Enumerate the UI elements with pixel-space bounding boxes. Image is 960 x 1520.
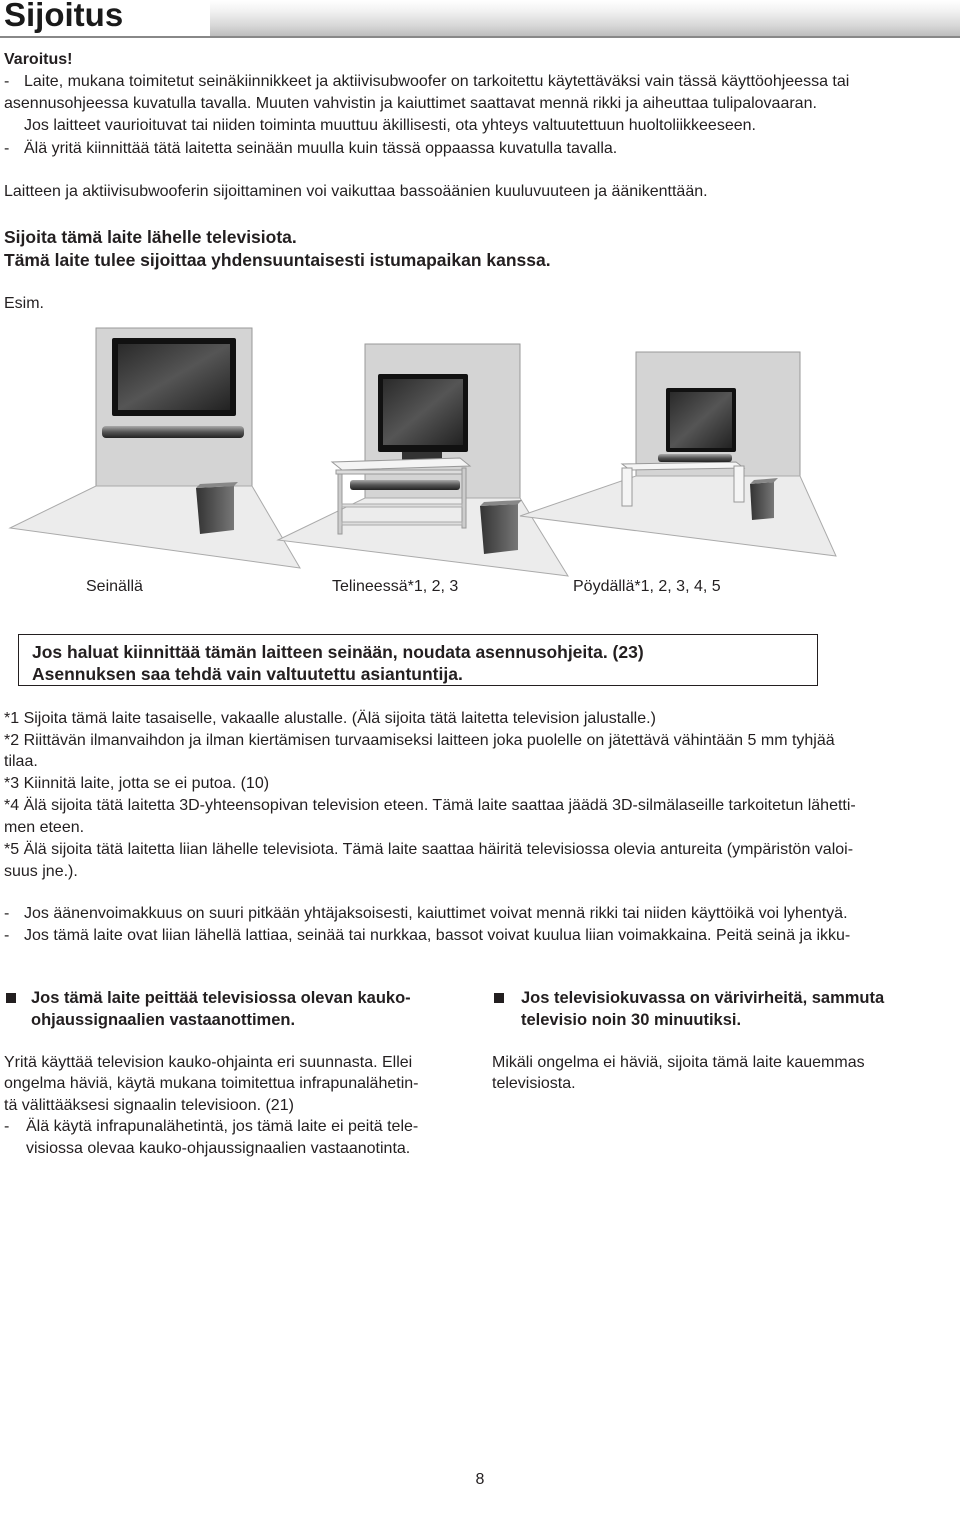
bullet-square-icon [494, 993, 504, 1003]
page-number: 8 [475, 1471, 485, 1488]
left-body-line1: Yritä käyttää television kauko-ohjainta eri suunnasta. Ellei [4, 1054, 413, 1071]
warning-heading: Varoitus! [4, 51, 73, 68]
left-dash-line1: Älä käytä infrapunalähetintä, jos tämä laite ei peitä tele- [26, 1118, 419, 1135]
warning-item1-line2: asennusohjeessa kuvatulla tavalla. Muuten vahvistin ja kaiuttimet saattavat mennä rikki ja aiheuttaa tulipalovaaran. [4, 95, 817, 112]
bullet-square-icon [6, 993, 16, 1003]
example-label: Esim. [4, 295, 44, 312]
caption-rack: Telineessä*1, 2, 3 [332, 578, 459, 595]
left-dash-line2: visiossa olevaa kauko-ohjaussignaalien vastaanotinta. [26, 1140, 411, 1157]
warning-item2: Älä yritä kiinnittää tätä laitetta seinään muulla kuin tässä oppaassa kuvatulla tavalla. [24, 140, 618, 157]
caption-table: Pöydällä*1, 2, 3, 4, 5 [573, 578, 721, 595]
dash: - [4, 905, 10, 922]
footnote-5-line1: *5 Älä sijoita tätä laitetta liian lähelle televisiota. Tämä laite saattaa häiritä televisiossa olevia antureita (ympäristön valoi- [4, 841, 854, 858]
rack-scene [278, 344, 568, 576]
left-heading-line1: Jos tämä laite peittää televisiossa olevan kauko- [31, 989, 411, 1007]
footnote-4-line2: men eteen. [4, 819, 85, 836]
installation-note-line1: Jos haluat kiinnittää tämän laitteen seinään, noudata asennusohjeita. (23) [32, 642, 644, 662]
left-heading-line2: ohjaussignaalien vastaanottimen. [31, 1011, 296, 1029]
dash: - [4, 1118, 10, 1135]
footnote-1: *1 Sijoita tämä laite tasaiselle, vakaalle alustalle. (Älä sijoita tätä laitetta television jalustalle.) [4, 710, 656, 727]
soundbar-icon [350, 480, 460, 490]
dash: - [4, 140, 10, 157]
caption-wall: Seinällä [86, 578, 143, 595]
left-body-line2: ongelma häviä, käytä mukana toimitettua infrapunalähetin- [4, 1075, 419, 1092]
wall-scene [10, 328, 300, 568]
table-scene [520, 352, 836, 556]
soundbar-icon [658, 454, 732, 462]
subwoofer-icon [750, 482, 774, 520]
footnote-3: *3 Kiinnitä laite, jotta se ei putoa. (10) [4, 775, 270, 792]
right-heading-line2: televisio noin 30 minuutiksi. [521, 1011, 742, 1029]
page-title: Sijoitus [4, 0, 124, 33]
note-volume: Jos äänenvoimakkuus on suuri pitkään yhtäjaksoisesti, kaiuttimet voivat mennä rikki tai niiden käyttöikä voi lyhentyä. [24, 905, 848, 922]
right-body-line2: televisiosta. [492, 1075, 576, 1092]
dash: - [4, 927, 10, 944]
bold-instruction-2: Tämä laite tulee sijoittaa yhdensuuntaisesti istumapaikan kanssa. [4, 250, 551, 270]
warning-item1-line1: Laite, mukana toimitetut seinäkiinnikkeet ja aktiivisubwoofer on tarkoitettu käytettäväksi vain tässä käyttöohjeessa tai [24, 73, 850, 90]
subwoofer-icon [480, 504, 518, 554]
bold-instruction-1: Sijoita tämä laite lähelle televisiota. [4, 227, 297, 247]
footnote-4-line1: *4 Älä sijoita tätä laitetta 3D-yhteensopivan television eteen. Tämä laite saattaa jäädä 3D-silmälaseille tarkoitetun lähetti- [4, 797, 856, 814]
soundbar-icon [102, 426, 244, 438]
installation-note-box [18, 634, 818, 686]
footnote-5-line2: suus jne.). [4, 863, 78, 880]
warning-item1-line3: Jos laitteet vaurioituvat tai niiden toiminta muuttuu äkillisesti, ota yhteys valtuutettuun huoltoliikkeeseen. [24, 117, 756, 134]
title-bar [0, 0, 960, 38]
dash: - [4, 73, 10, 90]
subwoofer-icon [196, 486, 234, 534]
right-heading-line1: Jos televisiokuvassa on värivirheitä, sammuta [521, 989, 885, 1007]
installation-note-line2: Asennuksen saa tehdä vain valtuutettu asiantuntija. [32, 664, 463, 684]
note-bass: Jos tämä laite ovat liian lähellä lattiaa, seinää tai nurkkaa, bassot voivat kuulua liian voimakkaina. Peitä seinä ja ikku- [24, 927, 851, 944]
placement-illustrations [0, 318, 960, 578]
title-gradient [210, 0, 960, 36]
intro-text: Laitteen ja aktiivisubwooferin sijoittaminen voi vaikuttaa bassoäänien kuuluvuuteen ja äänikenttään. [4, 183, 708, 200]
footnote-2-line2: tilaa. [4, 753, 38, 770]
footnote-2-line1: *2 Riittävän ilmanvaihdon ja ilman kiertämisen turvaamiseksi laitteen joka puolelle on jätettävä vähintään 5 mm tyhjää [4, 732, 835, 749]
left-body-line3: tä välittääksesi signaalin televisioon. (21) [4, 1097, 294, 1114]
right-body-line1: Mikäli ongelma ei häviä, sijoita tämä laite kauemmas [492, 1054, 865, 1071]
